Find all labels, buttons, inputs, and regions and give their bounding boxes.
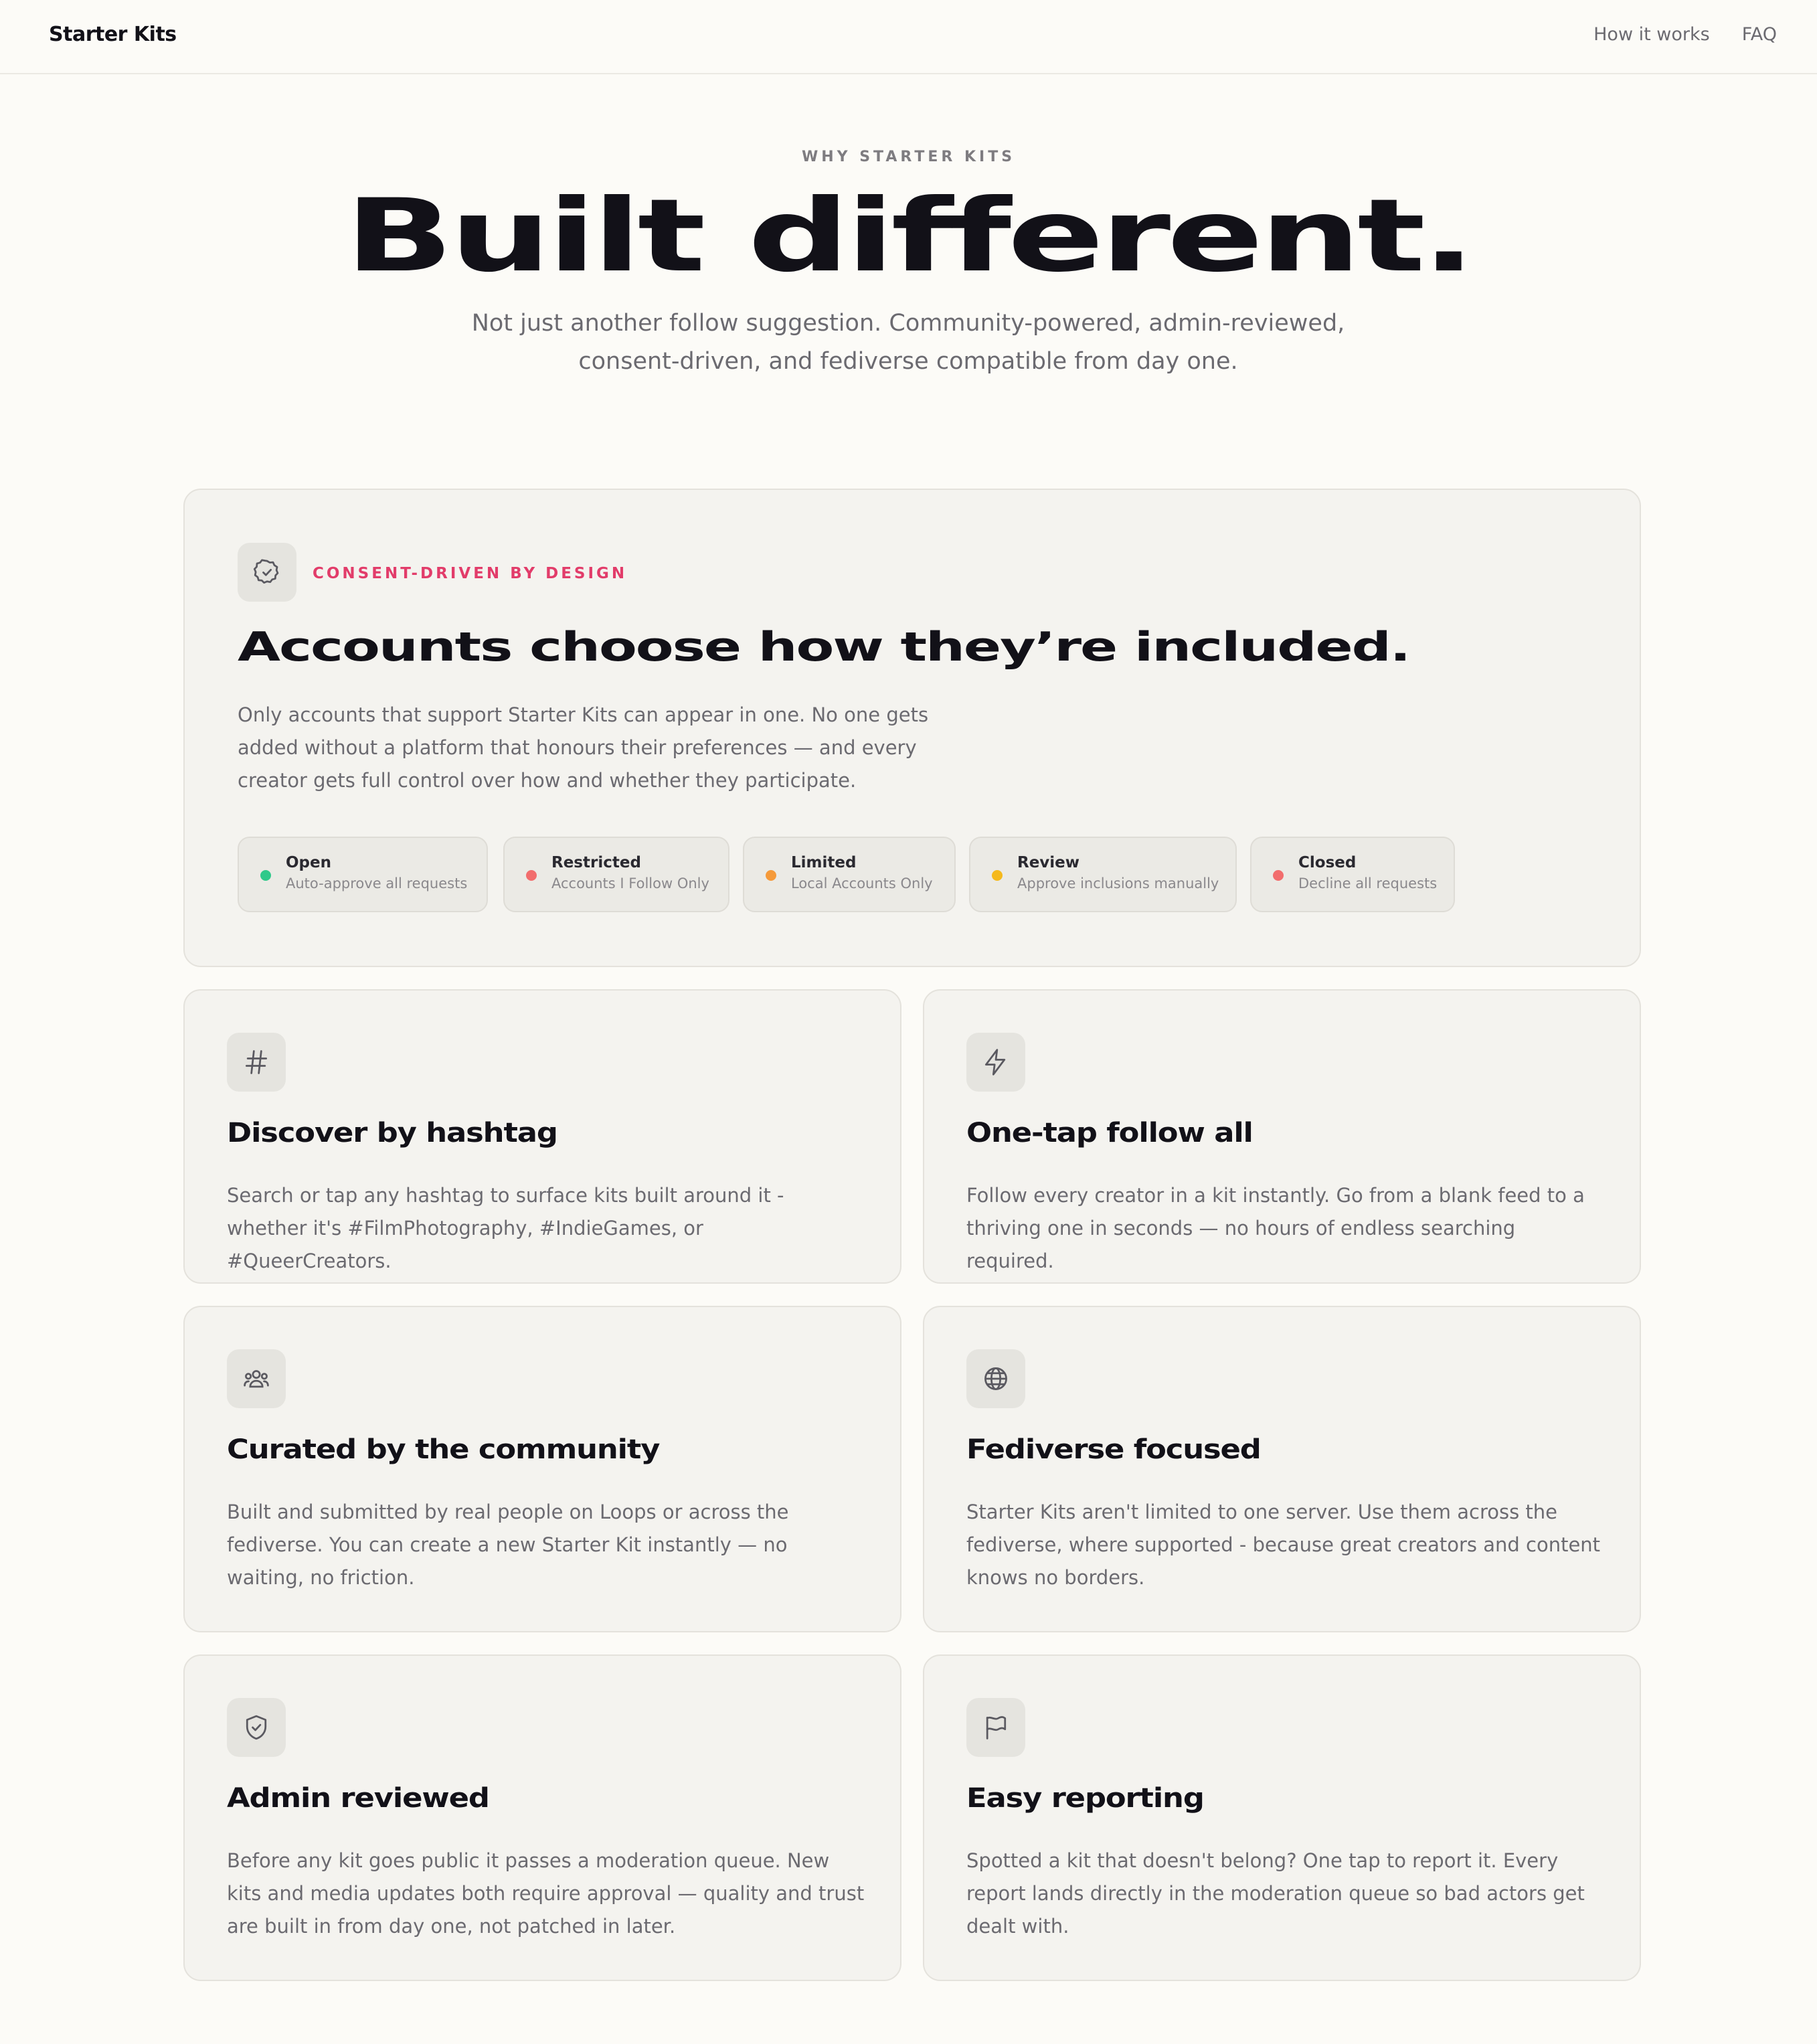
shield-check-icon [227, 1698, 286, 1757]
feature-description: Before any kit goes public it passes a moderation queue. New kits and media updates both require approval — quality and trust are built in from day one, not patched in later. [227, 1849, 865, 1938]
feature-title: One-tap follow all [966, 1118, 1253, 1148]
consent-eyebrow: CONSENT-DRIVEN BY DESIGN [313, 565, 628, 582]
feature-card-community [183, 1306, 901, 1632]
feature-description: Spotted a kit that doesn't belong? One tap to report it. Every report lands directly in the moderation queue so bad actors get dealt with. [966, 1849, 1585, 1938]
feature-title: Admin reviewed [227, 1783, 489, 1814]
feature-card-fediverse [923, 1306, 1641, 1632]
feature-title: Easy reporting [966, 1783, 1204, 1814]
status-dot [766, 870, 776, 881]
feature-title: Curated by the community [227, 1434, 660, 1465]
option-desc: Accounts I Follow Only [551, 875, 709, 891]
badge-check-icon [238, 543, 296, 602]
status-dot [992, 870, 1003, 881]
status-dot [1273, 870, 1284, 881]
consent-description: Only accounts that support Starter Kits can appear in one. No one gets added without a platform that honours their preferences — and every creator gets full control over how and whether they participate. [238, 703, 929, 792]
hero-title: Built different. [345, 178, 1472, 294]
feature-description: Search or tap any hashtag to surface kits built around it - whether it's #FilmPhotography, #IndieGames, or #QueerCreators. [227, 1184, 784, 1272]
globe-icon [966, 1349, 1025, 1408]
consent-card [183, 489, 1641, 967]
option-desc: Auto-approve all requests [286, 875, 468, 891]
option-restricted[interactable] [503, 837, 729, 912]
section-eyebrow: WHY STARTER KITS [801, 149, 1016, 165]
feature-title: Discover by hashtag [227, 1118, 557, 1148]
option-label: Open [286, 854, 331, 871]
option-label: Restricted [551, 854, 641, 871]
feature-card-follow-all [923, 989, 1641, 1284]
nav-links [1593, 24, 1777, 45]
feature-card-hashtag [183, 989, 901, 1284]
option-desc: Approve inclusions manually [1017, 875, 1219, 891]
option-limited[interactable] [743, 837, 956, 912]
option-label: Review [1017, 854, 1080, 871]
nav-how-it-works[interactable]: How it works [1593, 24, 1710, 45]
option-review[interactable] [969, 837, 1237, 912]
lightning-icon [966, 1033, 1025, 1092]
option-closed[interactable] [1250, 837, 1455, 912]
top-navigation [0, 0, 1817, 74]
option-desc: Decline all requests [1298, 875, 1438, 891]
option-open[interactable] [238, 837, 488, 912]
feature-card-reporting [923, 1654, 1641, 1981]
option-label: Closed [1298, 854, 1357, 871]
flag-icon [966, 1698, 1025, 1757]
hero-subtitle: Not just another follow suggestion. Community-powered, admin-reviewed, consent-driven, and fediverse compatible from day one. [471, 310, 1345, 375]
feature-card-admin [183, 1654, 901, 1981]
feature-description: Starter Kits aren't limited to one server. Use them across the fediverse, where supported - because great creators and content knows no borders. [966, 1501, 1601, 1589]
hashtag-icon [227, 1033, 286, 1092]
feature-description: Follow every creator in a kit instantly. Go from a blank feed to a thriving one in seconds — no hours of endless searching required. [966, 1184, 1585, 1272]
brand-logo[interactable]: Starter Kits [49, 23, 177, 46]
feature-title: Fediverse focused [966, 1434, 1261, 1465]
nav-faq[interactable]: FAQ [1741, 24, 1777, 45]
option-desc: Local Accounts Only [791, 875, 933, 891]
status-dot [526, 870, 537, 881]
users-icon [227, 1349, 286, 1408]
status-dot [260, 870, 271, 881]
consent-title: Accounts choose how they’re included. [238, 624, 1410, 671]
feature-description: Built and submitted by real people on Loops or across the fediverse. You can create a new Starter Kit instantly — no waiting, no friction. [227, 1501, 789, 1589]
option-label: Limited [791, 854, 857, 871]
